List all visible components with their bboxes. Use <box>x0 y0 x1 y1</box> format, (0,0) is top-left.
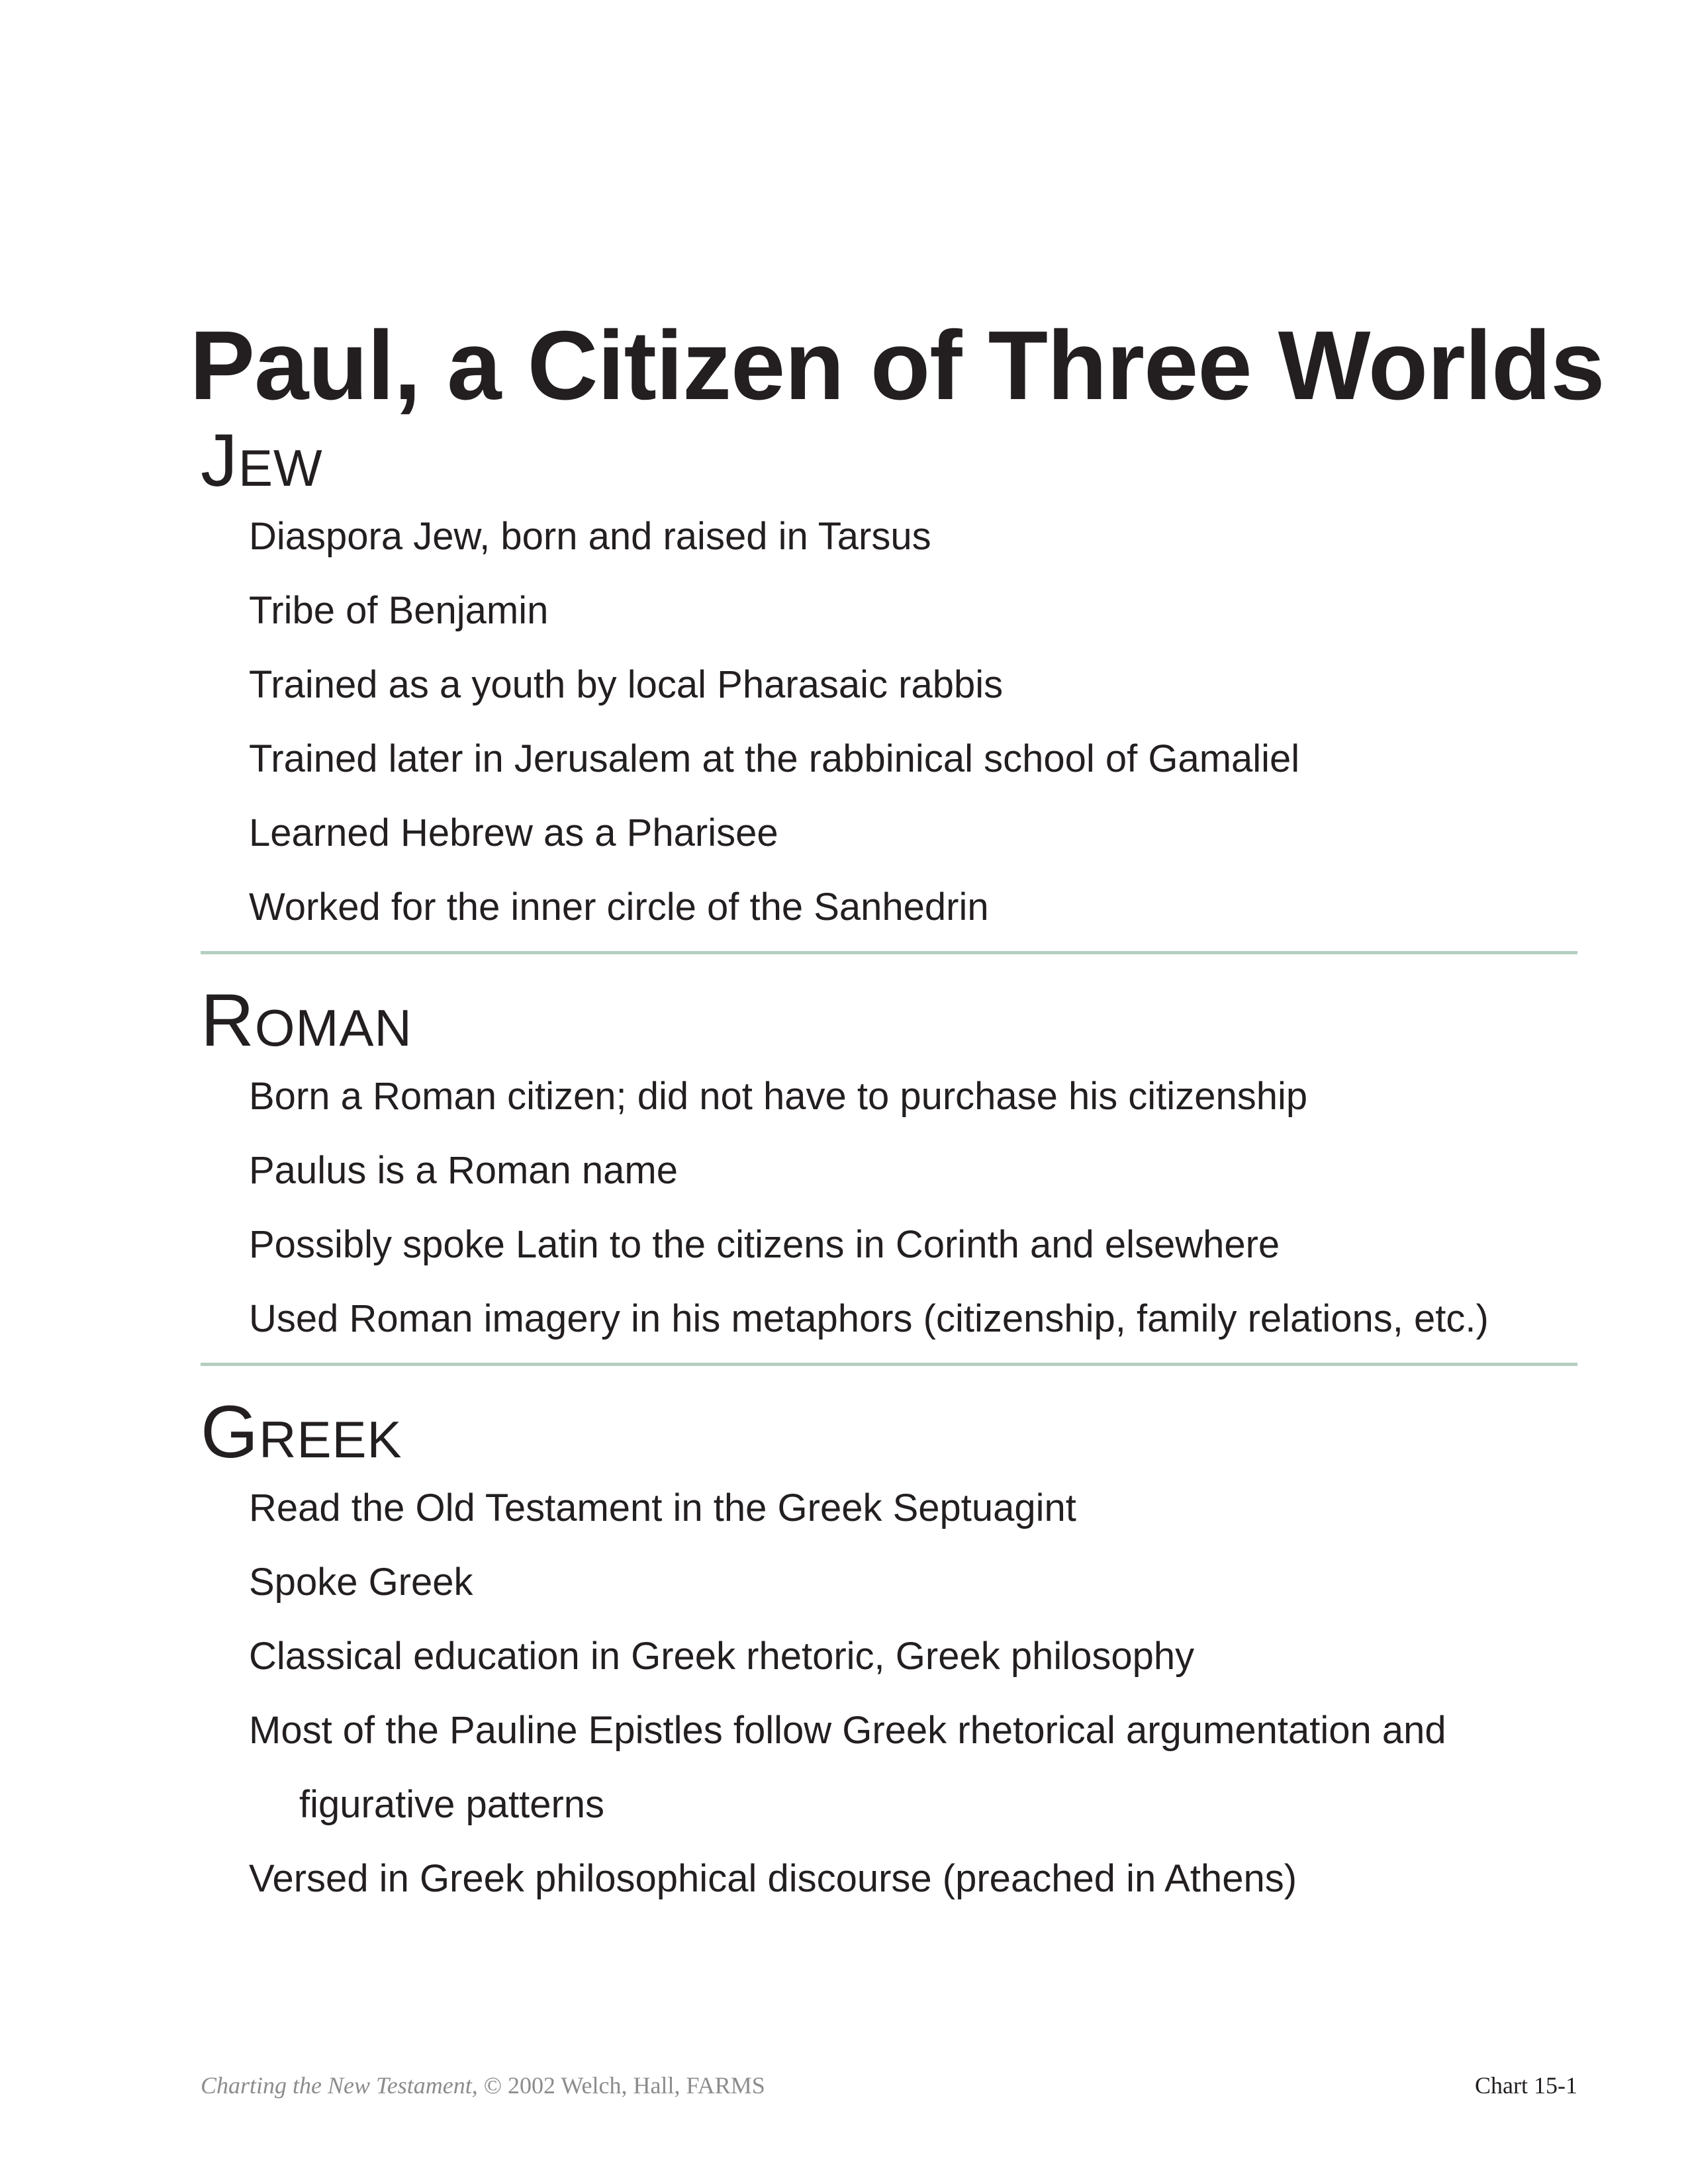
footer-source <box>201 2071 765 2099</box>
list-item: Classical education in Greek rhetoric, Greek philosophy <box>249 1635 1195 1678</box>
section-jew <box>201 419 1577 944</box>
list-item-continuation: figurative patterns <box>299 1783 605 1826</box>
list-item: Used Roman imagery in his metaphors (citizenship, family relations, etc.) <box>249 1297 1489 1340</box>
section-divider <box>201 1363 1577 1366</box>
footer-chart-number: Chart 15-1 <box>1475 2072 1577 2099</box>
list-item: Possibly spoke Latin to the citizens in Corinth and elsewhere <box>249 1223 1280 1266</box>
list-item-line: Most of the Pauline Epistles follow Greek rhetorical argumentation and <box>249 1709 1446 1752</box>
list-item: Born a Roman citizen; did not have to purchase his citizenship <box>249 1075 1308 1118</box>
footer-source-copyright: © 2002 Welch, Hall, FARMS <box>483 2072 765 2099</box>
section-heading-jew: Jew <box>201 419 323 502</box>
roman-item-list <box>249 1060 1577 1356</box>
list-item: Trained later in Jerusalem at the rabbinical school of Gamaliel <box>249 737 1300 780</box>
list-item: Learned Hebrew as a Pharisee <box>249 811 778 854</box>
list-item: Spoke Greek <box>249 1561 473 1604</box>
footer-source-title: Charting the New Testament, <box>201 2072 478 2099</box>
section-divider <box>201 951 1577 954</box>
list-item: Tribe of Benjamin <box>249 589 549 632</box>
list-item: Worked for the inner circle of the Sanhedrin <box>249 886 989 929</box>
page-title: Paul, a Citizen of Three Worlds <box>189 311 1605 421</box>
list-item: Read the Old Testament in the Greek Septuagint <box>249 1486 1076 1529</box>
section-roman <box>201 979 1577 1356</box>
list-item: Diaspora Jew, born and raised in Tarsus <box>249 515 931 558</box>
list-item <box>249 1694 1577 1842</box>
section-greek <box>201 1390 1577 1916</box>
section-heading-greek: Greek <box>201 1390 402 1473</box>
list-item: Paulus is a Roman name <box>249 1149 678 1192</box>
jew-item-list <box>249 500 1577 944</box>
greek-item-list <box>249 1471 1577 1916</box>
list-item: Versed in Greek philosophical discourse (preached in Athens) <box>249 1857 1297 1900</box>
list-item: Trained as a youth by local Pharasaic rabbis <box>249 663 1004 706</box>
section-heading-roman: Roman <box>201 979 412 1062</box>
